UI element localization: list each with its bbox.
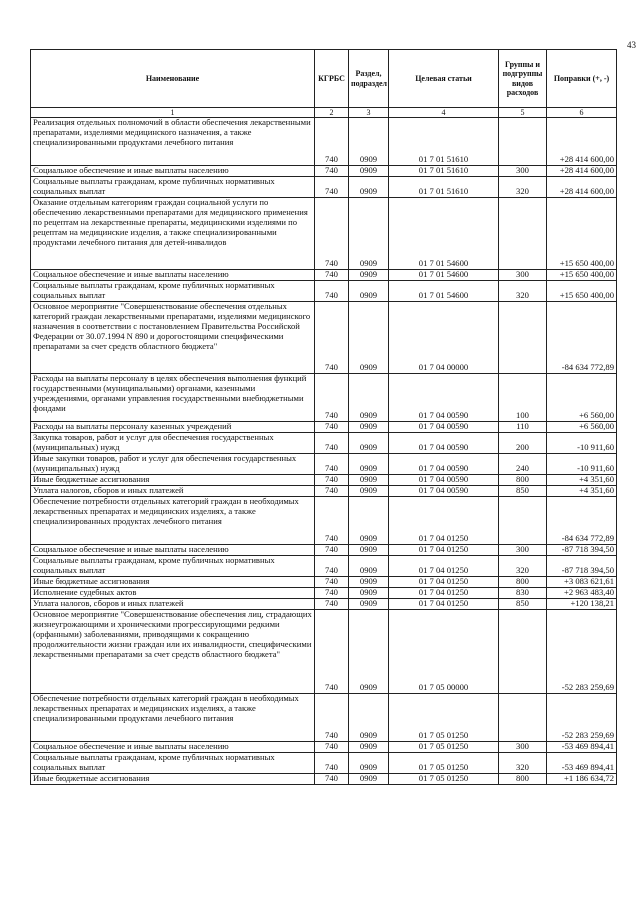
row-kgrbs: 740 [315, 497, 349, 545]
table-row [31, 588, 617, 599]
row-amount: -10 911,60 [547, 454, 617, 475]
row-amount: +4 351,60 [547, 475, 617, 486]
row-celevaya: 01 7 04 01250 [389, 577, 499, 588]
row-amount: +6 560,00 [547, 422, 617, 433]
column-number: 5 [499, 108, 547, 118]
row-name: Уплата налогов, сборов и иных платежей [31, 599, 315, 610]
row-vid: 300 [499, 166, 547, 177]
row-name: Расходы на выплаты персоналу в целях обеспечения выполнения функций государственными (муниципальными) органами, казенными учреждениями, органами управления государственными внебюджетными фондами [31, 374, 315, 422]
row-amount: +15 650 400,00 [547, 198, 617, 270]
row-name: Закупка товаров, работ и услуг для обеспечения государственных (муниципальных) нужд [31, 433, 315, 454]
row-razdel: 0909 [349, 422, 389, 433]
row-kgrbs: 740 [315, 486, 349, 497]
budget-amendments-table [30, 49, 617, 785]
table-row [31, 599, 617, 610]
row-name: Иные закупки товаров, работ и услуг для обеспечения государственных (муниципальных) нужд [31, 454, 315, 475]
row-vid: 800 [499, 475, 547, 486]
row-name: Уплата налогов, сборов и иных платежей [31, 486, 315, 497]
row-amount: +15 650 400,00 [547, 270, 617, 281]
row-celevaya: 01 7 04 01250 [389, 545, 499, 556]
table-row [31, 454, 617, 475]
row-vid: 320 [499, 752, 547, 773]
column-number: 4 [389, 108, 499, 118]
row-amount: +28 414 600,00 [547, 177, 617, 198]
row-celevaya: 01 7 01 51610 [389, 166, 499, 177]
row-kgrbs: 740 [315, 281, 349, 302]
row-kgrbs: 740 [315, 302, 349, 374]
row-celevaya: 01 7 04 00590 [389, 486, 499, 497]
table-row [31, 556, 617, 577]
row-name: Реализация отдельных полномочий в области обеспечения лекарственными препаратами, изделиями медицинского назначения, а также специализированными продуктами лечебного питания [31, 118, 315, 166]
row-name: Обеспечение потребности отдельных категорий граждан в необходимых лекарственных препаратах и медицинских изделиях, а также специализированных продуктах лечебного питания [31, 497, 315, 545]
row-name: Социальное обеспечение и иные выплаты населению [31, 166, 315, 177]
row-vid: 830 [499, 588, 547, 599]
row-name: Социальные выплаты гражданам, кроме публичных нормативных социальных выплат [31, 281, 315, 302]
column-number-row [31, 108, 617, 118]
row-vid [499, 302, 547, 374]
header-celevaya: Целевая статьи [389, 50, 499, 108]
table-row [31, 609, 617, 693]
column-number: 3 [349, 108, 389, 118]
table-row [31, 270, 617, 281]
column-number: 6 [547, 108, 617, 118]
row-vid: 320 [499, 556, 547, 577]
row-razdel: 0909 [349, 497, 389, 545]
row-celevaya: 01 7 04 00000 [389, 302, 499, 374]
table-row [31, 302, 617, 374]
row-name: Социальное обеспечение и иные выплаты населению [31, 741, 315, 752]
row-amount: -84 634 772,89 [547, 302, 617, 374]
row-amount: +1 186 634,72 [547, 773, 617, 784]
row-celevaya: 01 7 04 00590 [389, 475, 499, 486]
row-kgrbs: 740 [315, 198, 349, 270]
row-kgrbs: 740 [315, 422, 349, 433]
row-vid: 800 [499, 577, 547, 588]
row-kgrbs: 740 [315, 773, 349, 784]
row-name: Обеспечение потребности отдельных категорий граждан в необходимых лекарственных препаратах и медицинских изделиях, а также специализированными продуктами лечебного питания [31, 693, 315, 741]
row-razdel: 0909 [349, 693, 389, 741]
row-amount: -52 283 259,69 [547, 693, 617, 741]
row-kgrbs: 740 [315, 374, 349, 422]
row-celevaya: 01 7 04 01250 [389, 599, 499, 610]
row-kgrbs: 740 [315, 556, 349, 577]
table-row [31, 281, 617, 302]
row-celevaya: 01 7 04 01250 [389, 556, 499, 577]
header-gruppy: Группы и подгруппы видов расходов [499, 50, 547, 108]
table-row [31, 741, 617, 752]
row-celevaya: 01 7 04 01250 [389, 497, 499, 545]
row-razdel: 0909 [349, 599, 389, 610]
row-name: Социальные выплаты гражданам, кроме публичных нормативных социальных выплат [31, 177, 315, 198]
header-popravki: Поправки (+, -) [547, 50, 617, 108]
row-razdel: 0909 [349, 752, 389, 773]
row-vid: 320 [499, 177, 547, 198]
row-name: Основное мероприятие "Совершенствование обеспечения лиц, страдающих жизнеугрожающими и хроническими прогрессирующими редкими (орфанными) заболеваниями, приводящими к сокращению продолжительности жизни граждан или их инвалидности, специфическими лекарственными препаратами за счет средств областного бюджета" [31, 609, 315, 693]
row-celevaya: 01 7 04 00590 [389, 454, 499, 475]
row-amount: -53 469 894,41 [547, 752, 617, 773]
header-razdel: Раздел, подраздел [349, 50, 389, 108]
page-number: 43 [627, 40, 636, 50]
row-kgrbs: 740 [315, 599, 349, 610]
row-celevaya: 01 7 05 00000 [389, 609, 499, 693]
row-vid [499, 198, 547, 270]
row-razdel: 0909 [349, 374, 389, 422]
row-celevaya: 01 7 04 01250 [389, 588, 499, 599]
row-amount: -52 283 259,69 [547, 609, 617, 693]
row-razdel: 0909 [349, 577, 389, 588]
table-row [31, 545, 617, 556]
row-amount: +4 351,60 [547, 486, 617, 497]
row-razdel: 0909 [349, 556, 389, 577]
row-vid: 240 [499, 454, 547, 475]
row-razdel: 0909 [349, 545, 389, 556]
row-kgrbs: 740 [315, 545, 349, 556]
table-row [31, 773, 617, 784]
row-celevaya: 01 7 05 01250 [389, 693, 499, 741]
row-razdel: 0909 [349, 166, 389, 177]
row-celevaya: 01 7 05 01250 [389, 773, 499, 784]
row-razdel: 0909 [349, 118, 389, 166]
row-kgrbs: 740 [315, 609, 349, 693]
header-kgrbs: КГРБС [315, 50, 349, 108]
row-celevaya: 01 7 04 00590 [389, 374, 499, 422]
row-amount: +28 414 600,00 [547, 166, 617, 177]
table-row [31, 693, 617, 741]
row-name: Оказание отдельным категориям граждан социальной услуги по обеспечению лекарственными препаратами для медицинского применения по рецептам на лекарственные препараты, медицинскими изделиями по рецептам на медицинские изделия, а также специализированными продуктами лечебного питания для детей-инвалидов [31, 198, 315, 270]
row-razdel: 0909 [349, 270, 389, 281]
row-amount: -84 634 772,89 [547, 497, 617, 545]
row-kgrbs: 740 [315, 588, 349, 599]
row-vid [499, 693, 547, 741]
row-amount: +6 560,00 [547, 374, 617, 422]
row-vid [499, 609, 547, 693]
row-celevaya: 01 7 01 54600 [389, 198, 499, 270]
row-razdel: 0909 [349, 588, 389, 599]
row-name: Исполнение судебных актов [31, 588, 315, 599]
table-row [31, 577, 617, 588]
column-number: 2 [315, 108, 349, 118]
table-row [31, 166, 617, 177]
row-name: Расходы на выплаты персоналу казенных учреждений [31, 422, 315, 433]
row-amount: +15 650 400,00 [547, 281, 617, 302]
row-celevaya: 01 7 04 00590 [389, 433, 499, 454]
row-razdel: 0909 [349, 773, 389, 784]
row-vid [499, 497, 547, 545]
table-row [31, 497, 617, 545]
row-name: Иные бюджетные ассигнования [31, 577, 315, 588]
row-name: Основное мероприятие "Совершенствование обеспечения отдельных категорий граждан лекарственными препаратами, изделиями медицинского назначения в соответствии с постановлением Правительства Российской Федерации от 30.07.1994 N 890 и дорогостоящими специфическими препаратами за счет средств областного бюджета" [31, 302, 315, 374]
row-vid: 100 [499, 374, 547, 422]
row-razdel: 0909 [349, 177, 389, 198]
row-amount: -87 718 394,50 [547, 556, 617, 577]
row-razdel: 0909 [349, 454, 389, 475]
row-name: Социальные выплаты гражданам, кроме публичных нормативных социальных выплат [31, 556, 315, 577]
row-celevaya: 01 7 01 51610 [389, 177, 499, 198]
row-amount: +120 138,21 [547, 599, 617, 610]
row-vid: 320 [499, 281, 547, 302]
row-razdel: 0909 [349, 281, 389, 302]
table-row [31, 475, 617, 486]
header-row [31, 50, 617, 108]
row-razdel: 0909 [349, 486, 389, 497]
row-name: Социальное обеспечение и иные выплаты населению [31, 545, 315, 556]
row-celevaya: 01 7 01 54600 [389, 270, 499, 281]
row-kgrbs: 740 [315, 177, 349, 198]
row-vid: 300 [499, 270, 547, 281]
row-celevaya: 01 7 01 54600 [389, 281, 499, 302]
row-name: Иные бюджетные ассигнования [31, 773, 315, 784]
table-row [31, 374, 617, 422]
row-razdel: 0909 [349, 302, 389, 374]
row-vid: 200 [499, 433, 547, 454]
row-vid: 850 [499, 486, 547, 497]
table-row [31, 752, 617, 773]
row-kgrbs: 740 [315, 118, 349, 166]
row-kgrbs: 740 [315, 166, 349, 177]
row-kgrbs: 740 [315, 741, 349, 752]
row-kgrbs: 740 [315, 433, 349, 454]
table-body [31, 118, 617, 785]
row-amount: +3 083 621,61 [547, 577, 617, 588]
row-amount: -53 469 894,41 [547, 741, 617, 752]
row-celevaya: 01 7 04 00590 [389, 422, 499, 433]
row-razdel: 0909 [349, 198, 389, 270]
row-celevaya: 01 7 05 01250 [389, 741, 499, 752]
row-razdel: 0909 [349, 741, 389, 752]
column-number: 1 [31, 108, 315, 118]
row-kgrbs: 740 [315, 752, 349, 773]
row-celevaya: 01 7 05 01250 [389, 752, 499, 773]
row-amount: -87 718 394,50 [547, 545, 617, 556]
row-razdel: 0909 [349, 609, 389, 693]
table-row [31, 433, 617, 454]
row-kgrbs: 740 [315, 270, 349, 281]
row-name: Социальное обеспечение и иные выплаты населению [31, 270, 315, 281]
row-celevaya: 01 7 01 51610 [389, 118, 499, 166]
row-razdel: 0909 [349, 433, 389, 454]
row-name: Социальные выплаты гражданам, кроме публичных нормативных социальных выплат [31, 752, 315, 773]
table-row [31, 198, 617, 270]
row-kgrbs: 740 [315, 577, 349, 588]
table-row [31, 422, 617, 433]
table-row [31, 177, 617, 198]
table-row [31, 486, 617, 497]
row-kgrbs: 740 [315, 475, 349, 486]
row-vid [499, 118, 547, 166]
row-name: Иные бюджетные ассигнования [31, 475, 315, 486]
table-row [31, 118, 617, 166]
row-vid: 300 [499, 545, 547, 556]
row-vid: 800 [499, 773, 547, 784]
row-vid: 110 [499, 422, 547, 433]
row-vid: 300 [499, 741, 547, 752]
row-amount: +2 963 483,40 [547, 588, 617, 599]
row-razdel: 0909 [349, 475, 389, 486]
row-kgrbs: 740 [315, 454, 349, 475]
row-vid: 850 [499, 599, 547, 610]
row-amount: +28 414 600,00 [547, 118, 617, 166]
header-name: Наименование [31, 50, 315, 108]
row-kgrbs: 740 [315, 693, 349, 741]
row-amount: -10 911,60 [547, 433, 617, 454]
